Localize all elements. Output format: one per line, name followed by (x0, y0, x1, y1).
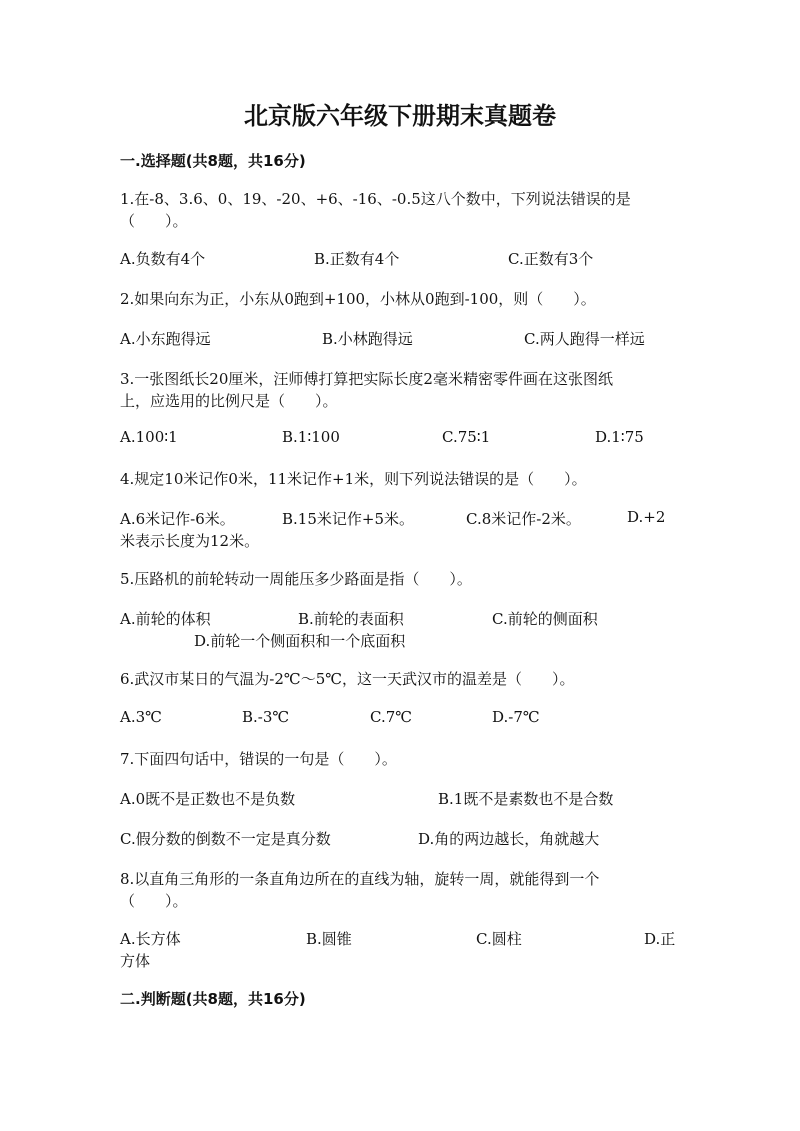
question-1-option-b: B.正数有4个 (314, 250, 400, 268)
question-4-option-d: D.+2 (627, 508, 666, 526)
question-2-option-b: B.小林跑得远 (322, 330, 413, 348)
question-8-option-d-cont: 方体 (120, 952, 151, 970)
question-5-option-d: D.前轮一个侧面积和一个底面积 (194, 632, 406, 650)
question-8-option-c: C.圆柱 (476, 930, 522, 948)
question-7-option-a: A.0既不是正数也不是负数 (120, 790, 296, 808)
question-5-option-c: C.前轮的侧面积 (492, 610, 598, 628)
question-8-option-b: B.圆锥 (306, 930, 352, 948)
question-1-text: 1.在-8、3.6、0、19、-20、+6、-16、-0.5这八个数中，下列说法错误的是 (120, 190, 631, 208)
question-6-option-a: A.3℃ (120, 708, 162, 726)
question-5-option-a: A.前轮的体积 (120, 610, 211, 628)
question-4-option-d-cont: 米表示长度为12米。 (120, 532, 260, 550)
question-5-text: 5.压路机的前轮转动一周能压多少路面是指（ ）。 (120, 570, 472, 588)
question-8-text: 8.以直角三角形的一条直角边所在的直线为轴，旋转一周，就能得到一个 (120, 870, 600, 888)
question-7-option-b: B.1既不是素数也不是合数 (438, 790, 614, 808)
question-2-option-a: A.小东跑得远 (120, 330, 211, 348)
question-1-option-c: C.正数有3个 (508, 250, 594, 268)
question-6-option-d: D.-7℃ (492, 708, 540, 726)
question-3-option-d: D.1∶75 (595, 428, 644, 446)
question-6-option-c: C.7℃ (370, 708, 413, 726)
question-4-option-a: A.6米记作-6米。 (120, 510, 235, 528)
question-3-option-b: B.1∶100 (282, 428, 340, 446)
question-8-option-d: D.正 (644, 930, 676, 948)
question-8-text-cont: （ ）。 (120, 892, 188, 910)
question-7-option-d: D.角的两边越长，角就越大 (418, 830, 600, 848)
question-2-option-c: C.两人跑得一样远 (524, 330, 645, 348)
question-7-option-c: C.假分数的倒数不一定是真分数 (120, 830, 331, 848)
page-title: 北京版六年级下册期末真题卷 (244, 102, 556, 130)
question-4-option-b: B.15米记作+5米。 (282, 510, 414, 528)
question-3-text: 3.一张图纸长20厘米，汪师傅打算把实际长度2毫米精密零件画在这张图纸 (120, 370, 613, 388)
question-6-text: 6.武汉市某日的气温为-2℃～5℃，这一天武汉市的温差是（ ）。 (120, 670, 575, 688)
section-heading-judgement: 二.判断题(共8题，共16分) (120, 990, 306, 1008)
question-3-option-a: A.100∶1 (120, 428, 178, 446)
question-6-option-b: B.-3℃ (242, 708, 290, 726)
question-1-text-cont: （ ）。 (120, 212, 188, 230)
question-1-option-a: A.负数有4个 (120, 250, 206, 268)
question-8-option-a: A.长方体 (120, 930, 181, 948)
section-heading-choice: 一.选择题(共8题，共16分) (120, 152, 306, 170)
question-4-option-c: C.8米记作-2米。 (466, 510, 581, 528)
question-7-text: 7.下面四句话中，错误的一句是（ ）。 (120, 750, 397, 768)
question-3-option-c: C.75∶1 (442, 428, 491, 446)
question-5-option-b: B.前轮的表面积 (298, 610, 404, 628)
question-3-text-cont: 上，应选用的比例尺是（ ）。 (120, 392, 338, 410)
question-2-text: 2.如果向东为正，小东从0跑到+100，小林从0跑到-100，则（ ）。 (120, 290, 596, 308)
question-4-text: 4.规定10米记作0米，11米记作+1米，则下列说法错误的是（ ）。 (120, 470, 587, 488)
